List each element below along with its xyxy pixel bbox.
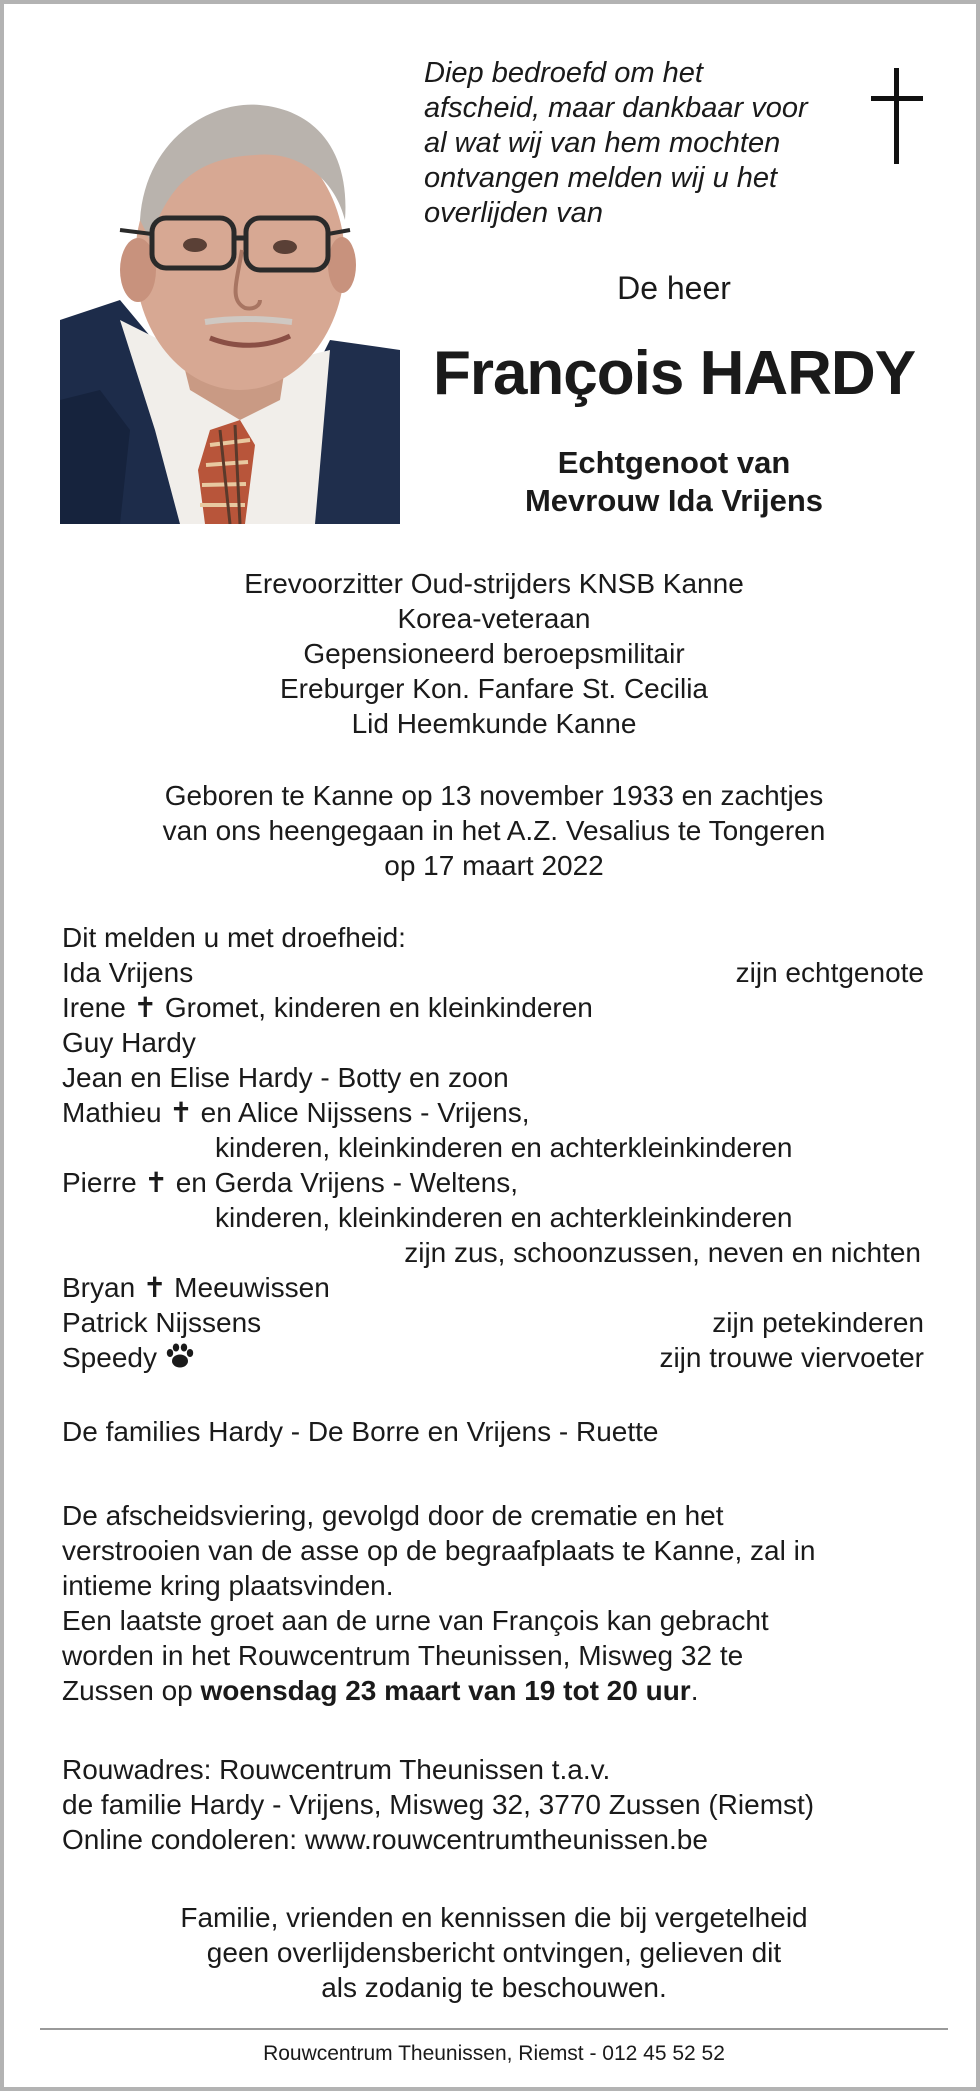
title-line: Gepensioneerd beroepsmilitair	[303, 638, 685, 669]
salutation: De heer	[617, 270, 731, 306]
list-item: Irene ✝ Gromet, kinderen en kleinkinderen	[62, 992, 593, 1023]
list-item: zijn zus, schoonzussen, neven en nichten	[404, 1237, 921, 1268]
closing-note	[44, 1900, 944, 2005]
service-line: verstrooien van de asse op de begraafplaats te Kanne, zal in	[62, 1535, 816, 1566]
deceased-cross-mark: ✝	[133, 992, 158, 1023]
list-item: Patrick Nijssens zijn petekinderen	[62, 1307, 924, 1338]
title-line: Ereburger Kon. Fanfare St. Cecilia	[280, 673, 708, 704]
service-line: worden in het Rouwcentrum Theunissen, Misweg 32 te	[62, 1640, 744, 1671]
closing-line: Familie, vrienden en kennissen die bij vergetelheid	[180, 1902, 808, 1933]
service-line: De afscheidsviering, gevolgd door de crematie en het	[62, 1500, 724, 1531]
list-item: Guy Hardy	[62, 1027, 196, 1058]
service-line: Zussen op woensdag 23 maart van 19 tot 20 uur.	[62, 1675, 699, 1706]
footer-funeral-home: Rouwcentrum Theunissen, Riemst - 012 45 52 52	[263, 2042, 725, 2065]
title-line: Erevoorzitter Oud-strijders KNSB Kanne	[244, 568, 744, 599]
paw-print-icon	[165, 1342, 195, 1370]
latin-cross-icon	[867, 68, 927, 164]
service-line: Een laatste groet aan de urne van François kan gebracht	[62, 1605, 769, 1636]
address-line: Rouwadres: Rouwcentrum Theunissen t.a.v.	[62, 1754, 611, 1785]
address-line: de familie Hardy - Vrijens, Misweg 32, 3770 Zussen (Riemst)	[62, 1789, 815, 1820]
list-item: Ida Vrijens zijn echtgenote	[62, 957, 924, 988]
spouse-line: Echtgenoot van Mevrouw Ida Vrijens	[524, 445, 824, 518]
birth-line: op 17 maart 2022	[384, 850, 604, 881]
families-line: De families Hardy - De Borre en Vrijens - Ruette	[62, 1416, 659, 1447]
title-line: Korea-veteraan	[397, 603, 591, 634]
honorary-titles	[44, 566, 944, 741]
list-item: kinderen, kleinkinderen en achterkleinkinderen	[215, 1202, 793, 1233]
footer-divider	[40, 2028, 948, 2030]
closing-line: geen overlijdensbericht ontvingen, gelieven dit	[206, 1937, 782, 1968]
visitation-time: woensdag 23 maart van 19 tot 20 uur	[200, 1675, 691, 1706]
deceased-name: François HARDY	[432, 339, 916, 408]
birth-line: van ons heengegaan in het A.Z. Vesalius te Tongeren	[162, 815, 826, 846]
condolence-link[interactable]: Online condoleren: www.rouwcentrumtheunissen.be	[62, 1824, 708, 1855]
list-item: Mathieu ✝ en Alice Nijssens - Vrijens,	[62, 1097, 530, 1128]
list-item: Bryan ✝ Meeuwissen	[62, 1272, 330, 1303]
deceased-cross-mark: ✝	[144, 1167, 168, 1198]
deceased-cross-mark: ✝	[142, 1272, 167, 1303]
portrait-photo	[60, 100, 400, 524]
list-item: Pierre ✝ en Gerda Vrijens - Weltens,	[62, 1167, 519, 1198]
mourning-address	[62, 1752, 942, 1857]
mourners-list	[62, 920, 924, 1375]
title-line: Lid Heemkunde Kanne	[351, 708, 637, 739]
mourners-heading: Dit melden u met droefheid:	[62, 922, 406, 953]
intro-text: Diep bedroefd om het afscheid, maar dankbaar voor al wat wij van hem mochten ontvangen melden wij u het overlijden van	[424, 57, 808, 229]
deceased-cross-mark: ✝	[169, 1097, 193, 1128]
list-item: Jean en Elise Hardy - Botty en zoon	[62, 1062, 509, 1093]
service-info	[62, 1498, 942, 1708]
list-item: Speedy zijn trouwe viervoeter	[62, 1342, 924, 1373]
birth-death-info	[44, 778, 944, 883]
list-item: kinderen, kleinkinderen en achterkleinkinderen	[215, 1132, 793, 1163]
service-line: intieme kring plaatsvinden.	[62, 1570, 394, 1601]
birth-line: Geboren te Kanne op 13 november 1933 en zachtjes	[164, 780, 824, 811]
closing-line: als zodanig te beschouwen.	[321, 1972, 667, 2003]
